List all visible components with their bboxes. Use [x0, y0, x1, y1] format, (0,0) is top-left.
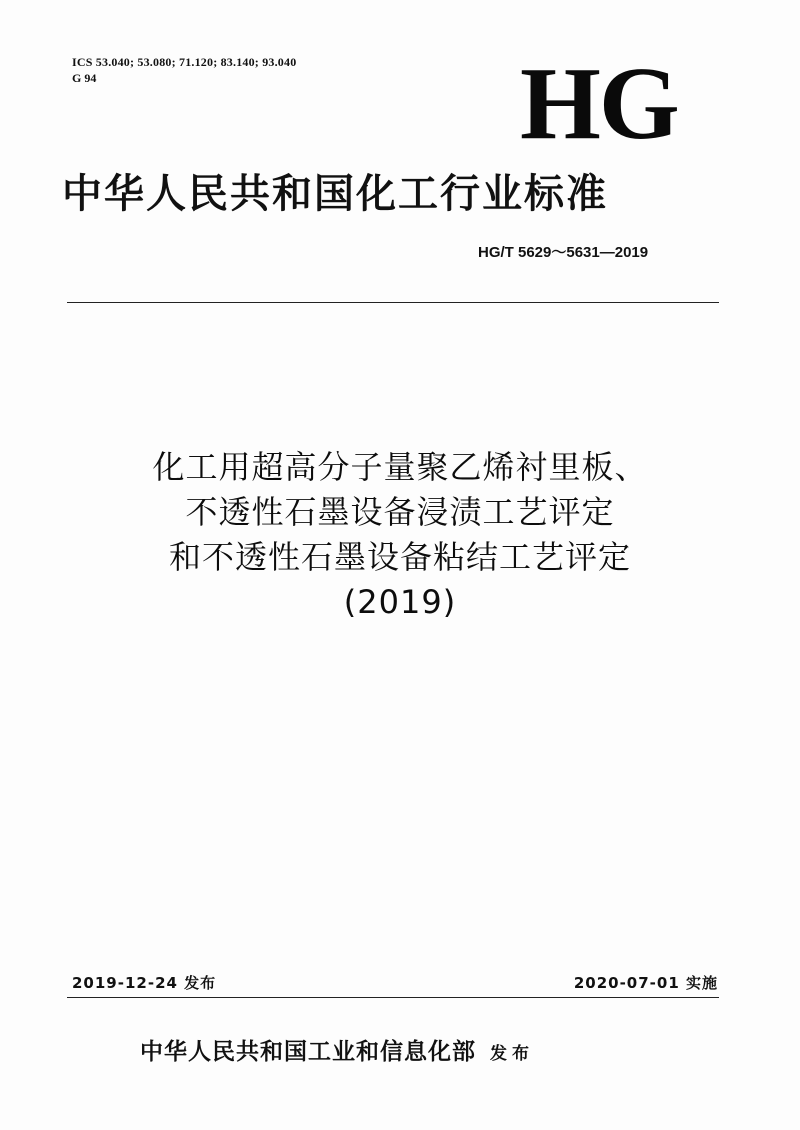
- ics-classification: ICS 53.040; 53.080; 71.120; 83.140; 93.040: [72, 55, 297, 69]
- publish-action: 发布: [490, 1044, 534, 1064]
- title-year: (2019): [343, 583, 457, 621]
- standard-organization-title: 中华人民共和国化工行业标准: [62, 171, 608, 217]
- publisher: [140, 1037, 700, 1069]
- implementation-date: 2020-07-01 实施: [573, 974, 718, 992]
- publisher-name: 中华人民共和国工业和信息化部: [140, 1039, 476, 1065]
- issue-date: 2019-12-24 发布: [72, 974, 217, 992]
- title-line: 不透性石墨设备浸渍工艺评定: [185, 493, 615, 531]
- top-divider: [67, 302, 719, 303]
- title-line: 和不透性石墨设备粘结工艺评定: [168, 538, 631, 576]
- title-line: 化工用超高分子量聚乙烯衬里板、: [152, 448, 648, 486]
- ccs-classification: G 94: [72, 71, 97, 85]
- document-title: [80, 445, 720, 625]
- standard-number: HG/T 5629～5631—2019: [478, 244, 649, 261]
- bottom-divider: [67, 997, 719, 998]
- hg-logo: HG: [520, 46, 678, 161]
